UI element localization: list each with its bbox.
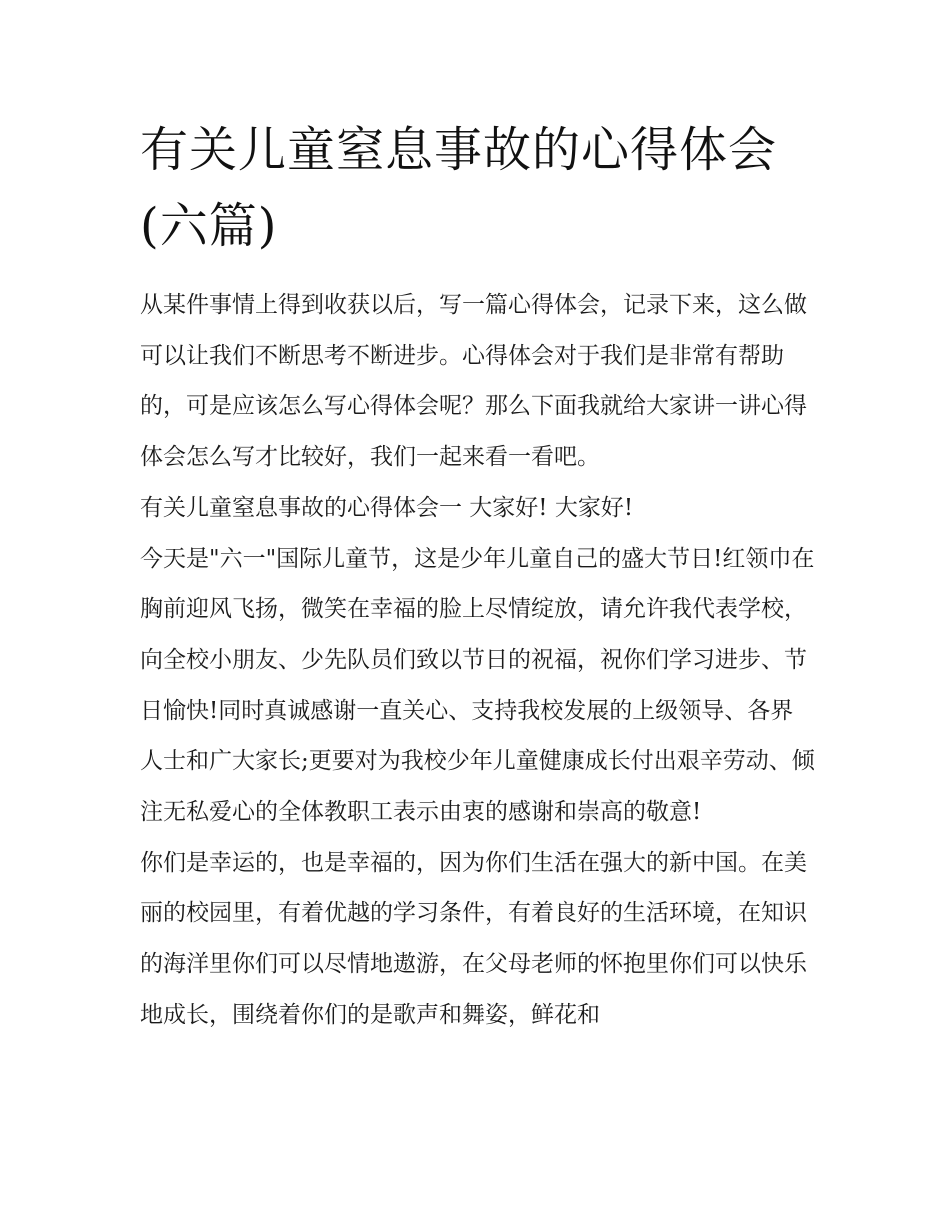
paragraph-childrens-day: 今天是"六一"国际儿童节，这是少年儿童自己的盛大节日!红领巾在胸前迎风飞扬，微笑在幸福的脸上尽情绽放，请允许我代表学校，向全校小朋友、少先队员们致以节日的祝福，祝你们学习进步、节日愉快!同时真诚感谢一直关心、支持我校发展的上级领导、各界人士和广大家长;更要对为我校少年儿童健康成长付出艰辛劳动、倾注无私爱心的全体教职工表示由衷的感谢和崇高的敬意! — [140, 545, 815, 826]
title-line-1: 有关儿童窒息事故的心得体会 — [140, 122, 778, 178]
title-line-2: (六篇) — [140, 198, 278, 254]
paragraph-fortunate: 你们是幸运的，也是幸福的，因为你们生活在强大的新中国。在美丽的校园里，有着优越的学习条件，有着良好的生活环境，在知识的海洋里你们可以尽情地遨游，在父母老师的怀抱里你们可以快乐地成长，围绕着你们的是歌声和舞姿，鲜花和 — [140, 849, 807, 1028]
paragraph-intro: 从某件事情上得到收获以后，写一篇心得体会，记录下来，这么做可以让我们不断思考不断进步。心得体会对于我们是非常有帮助的，可是应该怎么写心得体会呢？那么下面我就给大家讲一讲心得体会怎么写才比较好，我们一起来看一看吧。 — [140, 292, 807, 471]
document-body — [140, 280, 816, 1041]
document-title — [140, 112, 820, 264]
paragraph-greeting: 有关儿童窒息事故的心得体会一 大家好! 大家好! — [140, 494, 634, 521]
